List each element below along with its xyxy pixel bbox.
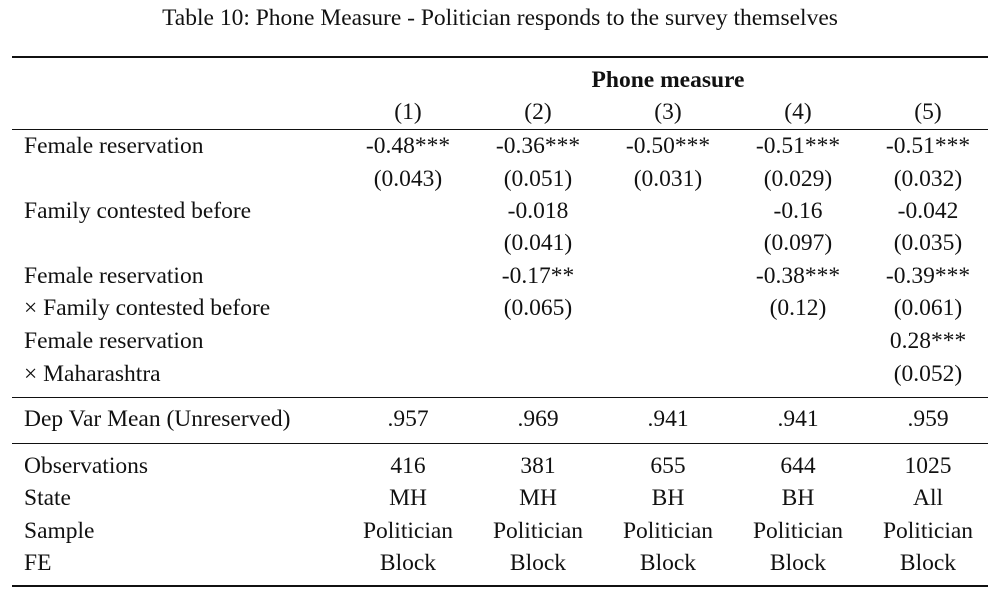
table-cell: Block <box>509 550 567 576</box>
table-cell: Politician <box>882 518 974 544</box>
table-row <box>0 292 1000 324</box>
table-cell: 1025 <box>904 453 952 479</box>
table-cell: (0.065) <box>503 295 573 321</box>
dep-var-row <box>0 403 1000 435</box>
row-label: Female reservation <box>24 133 204 159</box>
table-cell: -0.16 <box>773 198 823 224</box>
table-cell: (0.043) <box>373 166 443 192</box>
row-label: Observations <box>24 453 149 479</box>
table-cell: .941 <box>777 406 819 432</box>
table-cell: -0.042 <box>897 198 959 224</box>
table-cell: BH <box>651 485 685 511</box>
table-cell: (0.097) <box>763 230 833 256</box>
table-cell: (0.031) <box>633 166 703 192</box>
table-row <box>0 130 1000 162</box>
column-header: (5) <box>914 99 942 125</box>
table-row <box>0 358 1000 390</box>
row-label: FE <box>24 550 52 576</box>
table-cell: (0.052) <box>893 361 963 387</box>
table-cell: -0.38*** <box>755 263 841 289</box>
table-cell: -0.17** <box>501 263 575 289</box>
table-cell: Block <box>639 550 697 576</box>
row-label: Family contested before <box>24 198 252 224</box>
group-header: Phone measure <box>591 67 745 93</box>
table-cell: -0.39*** <box>885 263 971 289</box>
table-row <box>0 195 1000 227</box>
row-label: Female reservation <box>24 328 204 354</box>
table-cell: MH <box>519 485 557 511</box>
row-label: Female reservation <box>24 263 204 289</box>
table-cell: -0.36*** <box>495 133 581 159</box>
table-row <box>0 450 1000 482</box>
table-cell: -0.51*** <box>885 133 971 159</box>
table-cell: (0.032) <box>893 166 963 192</box>
table-cell: .957 <box>387 406 429 432</box>
column-header: (1) <box>394 99 422 125</box>
table-cell: BH <box>781 485 815 511</box>
table-row <box>0 227 1000 259</box>
column-header: (2) <box>524 99 552 125</box>
column-header: (3) <box>654 99 682 125</box>
table-cell: Politician <box>492 518 584 544</box>
row-label: Dep Var Mean (Unreserved) <box>24 406 291 432</box>
table-row <box>0 163 1000 195</box>
table-cell: (0.035) <box>893 230 963 256</box>
table-cell: .969 <box>517 406 559 432</box>
table-cell: Block <box>769 550 827 576</box>
table-cell: All <box>912 485 944 511</box>
table-row <box>0 325 1000 357</box>
table-cell: 644 <box>780 453 816 479</box>
table-cell: (0.12) <box>769 295 827 321</box>
table-row <box>0 547 1000 579</box>
table-cell: Block <box>899 550 957 576</box>
table-cell: 416 <box>390 453 426 479</box>
table-cell: (0.061) <box>893 295 963 321</box>
table-cell: (0.041) <box>503 230 573 256</box>
row-label: × Maharashtra <box>24 361 161 387</box>
column-header: (4) <box>784 99 812 125</box>
table-cell: Politician <box>362 518 454 544</box>
row-label: State <box>24 485 71 511</box>
table-cell: .941 <box>647 406 689 432</box>
table-cell: 381 <box>520 453 556 479</box>
table-cell: Block <box>379 550 437 576</box>
table-cell: (0.051) <box>503 166 573 192</box>
table-cell: MH <box>389 485 427 511</box>
section-rule <box>12 443 988 444</box>
table-cell: -0.48*** <box>365 133 451 159</box>
row-label: Sample <box>24 518 95 544</box>
table-cell: (0.029) <box>763 166 833 192</box>
table-cell: Politician <box>752 518 844 544</box>
row-label: × Family contested before <box>24 295 271 321</box>
section-rule <box>12 397 988 398</box>
column-number-row <box>0 96 1000 128</box>
table-row <box>0 260 1000 292</box>
table-cell: Politician <box>622 518 714 544</box>
table-cell: 655 <box>650 453 686 479</box>
table-cell: .959 <box>907 406 949 432</box>
table-row <box>0 482 1000 514</box>
table-cell: -0.018 <box>507 198 569 224</box>
table-caption: Table 10: Phone Measure - Politician responds to the survey themselves <box>162 5 838 31</box>
table-cell: -0.50*** <box>625 133 711 159</box>
table-row <box>0 515 1000 547</box>
group-header-row <box>0 64 1000 96</box>
bottom-rule <box>12 585 988 587</box>
table-cell: 0.28*** <box>889 328 967 354</box>
top-rule <box>12 56 988 58</box>
table-cell: -0.51*** <box>755 133 841 159</box>
